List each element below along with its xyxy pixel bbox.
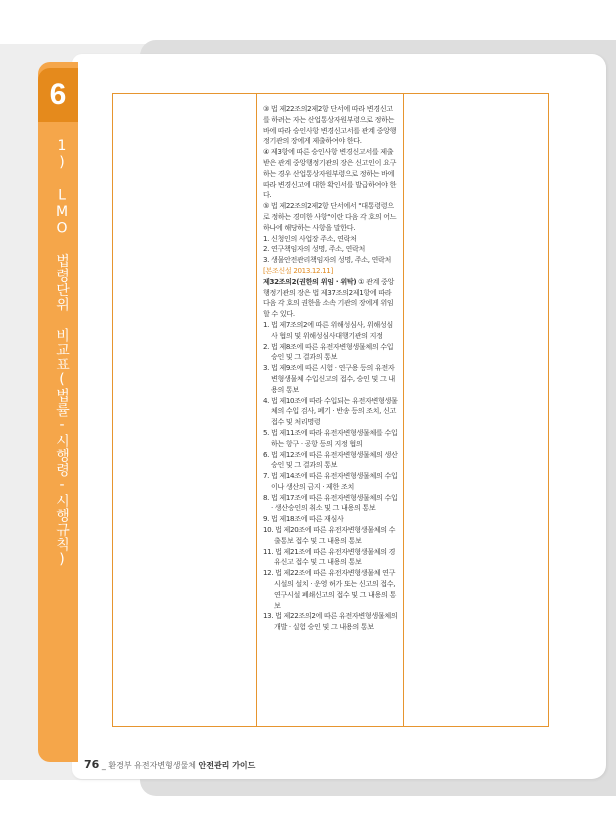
item-7: 7. 법 제14조에 따른 유전자변형생물체의 수입이나 생산의 금지 · 제한 조치 <box>263 471 398 491</box>
item-13: 13. 법 제22조의2에 따른 유전자변형생물체의 개발 · 실험 승인 및 그 내용의 통보 <box>263 611 398 632</box>
item-1: 1. 법 제7조의2에 따른 위해성심사, 위해성심사 협의 및 위해성심사대행기관의 지정 <box>263 319 393 340</box>
item-5: 5. 법 제11조에 따라 유전자변형생물체를 수입하는 항구 · 공항 등의 지정 협의 <box>263 427 398 448</box>
footer-org: 환경부 유전자변형생물체 <box>108 761 199 770</box>
item-9: 9. 법 제18조에 따른 재심사 <box>263 514 344 524</box>
footer-title: 안전관리 가이드 <box>198 761 256 770</box>
para-delegation <box>263 277 399 320</box>
item-3: 3. 법 제9조에 따른 시험 · 연구용 등의 유전자변형생물체 수입신고의 접수, 승인 및 그 내용의 통보 <box>263 363 395 394</box>
para-3: ⑤ 법 제22조의2제2항 단서에서 "대통령령으로 정하는 경미한 사항"이란 다음 각 호의 어느 하나에 해당하는 사항을 말한다. <box>263 201 397 232</box>
item-12: 12. 법 제22조에 따른 유전자변형생물체 연구시설의 설치 · 운영 허가 또는 신고의 접수, 연구시설 폐쇄신고의 접수 및 그 내용의 통보 <box>263 568 396 610</box>
item-10: 10. 법 제20조에 따른 유전자변형생물체의 수출통보 접수 및 그 내용의 통보 <box>263 525 396 545</box>
item-8: 8. 법 제17조에 따른 유전자변형생물체의 수입 · 생산승인의 취소 및 그 내용의 통보 <box>263 492 398 513</box>
comparison-table <box>112 93 549 727</box>
column-divider-2 <box>403 94 404 726</box>
para-2: ④ 제3항에 따른 승인사항 변경신고서를 제출받은 관계 중앙행정기관의 장은 신고인이 요구하는 경우 산업통상자원부령으로 정하는 바에 따라 변경신고에 대한 확인서를 발급하여야 한다. <box>263 147 397 200</box>
article-heading: 제32조의2(권한의 위임 · 위탁) <box>263 276 357 286</box>
item-2: 2. 법 제8조에 따른 유전자변형생물체의 수입승인 및 그 결과의 통보 <box>263 341 394 362</box>
item-6: 6. 법 제12조에 따른 유전자변형생물체의 생산승인 및 그 결과의 통보 <box>263 449 398 470</box>
para-1: ③ 법 제22조의2제2항 단서에 따라 변경신고를 하려는 자는 산업통상자원부령으로 정하는 바에 따라 승인사항 변경신고서를 관계 중앙행정기관의 장에게 제출하여야 한다. <box>263 104 397 146</box>
column-divider-1 <box>256 94 257 726</box>
amendment-note: [본조신설 2013.12.11] <box>263 265 333 275</box>
footer-separator: _ <box>101 761 109 770</box>
page-footer <box>84 758 255 771</box>
decree-column <box>263 104 399 633</box>
page-number: 76 <box>84 758 100 771</box>
para-4: 1. 신청인의 사업장 주소, 연락처 <box>263 233 357 243</box>
item-11: 11. 법 제21조에 따른 유전자변형생물체의 경유신고 접수 및 그 내용의 통보 <box>263 546 396 567</box>
chapter-title: 1) LMO 법령단위 비교표(법률-시행령-시행규칙) <box>54 138 70 568</box>
para-6: 3. 생물안전관리책임자의 성명, 주소, 연락처 <box>263 255 392 265</box>
article-body: ① 관계 중앙행정기관의 장은 법 제37조의2제1항에 따라 다음 각 호의 권한을 소속 기관의 장에게 위임할 수 있다. <box>263 276 395 319</box>
item-4: 4. 법 제10조에 따라 수입되는 유전자변형생물체의 수입 검사, 폐기 · 반송 등의 조치, 신고 접수 및 처리명령 <box>263 395 398 427</box>
para-5: 2. 연구책임자의 성명, 주소, 연락처 <box>263 244 366 254</box>
chapter-number: 6 <box>38 68 78 122</box>
